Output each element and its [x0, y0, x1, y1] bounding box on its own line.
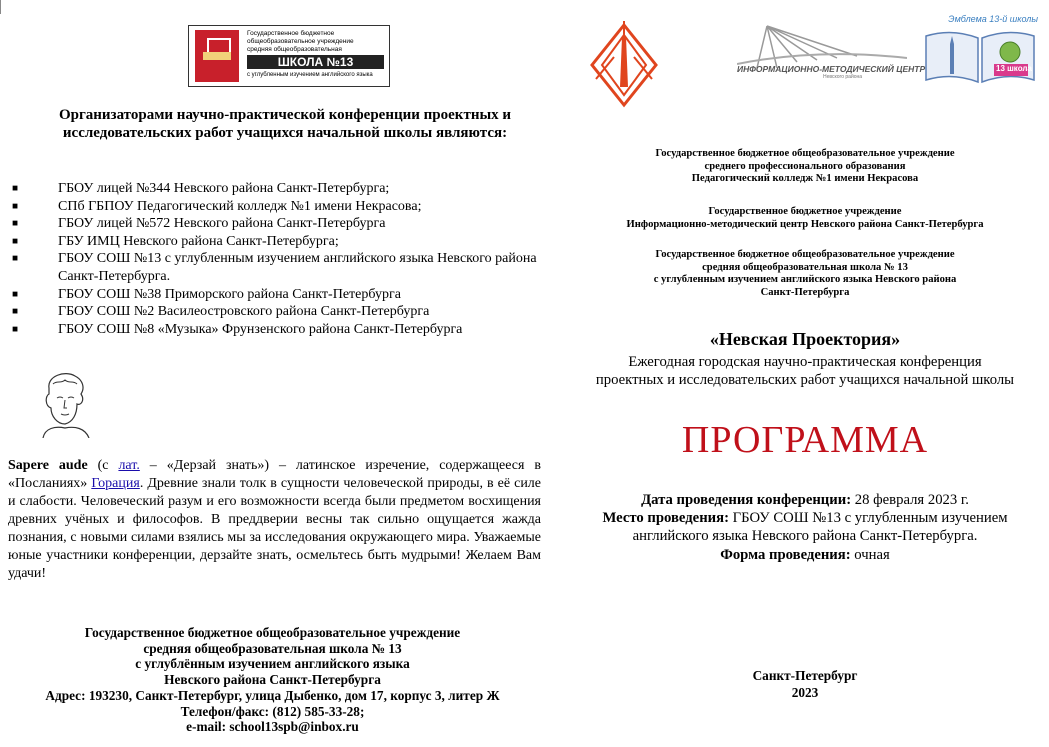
list-item: ■ ГБОУ лицей №344 Невского района Санкт-Петербурга;: [12, 181, 390, 196]
school-crest-icon: [195, 30, 239, 82]
city-year: Санкт-Петербург 2023: [752, 668, 858, 700]
school-emblem: [920, 14, 1040, 84]
list-item: ■ ГБОУ СОШ №2 Василеостровского района Санкт-Петербурга: [12, 304, 430, 320]
list-item: ■ ГБОУ СОШ №38 Приморского района Санкт-Петербурга: [12, 286, 401, 302]
emblem-book-icon: [920, 26, 1040, 86]
pedagogical-college-logo-icon: [584, 17, 664, 112]
imc-logo: [737, 18, 926, 80]
imc-logo-sub: Невского района: [823, 74, 863, 80]
list-item: ■ СПб ГБПОУ Педагогический колледж №1 имени Некрасова;: [12, 198, 422, 214]
page-corner-mark: [0, 0, 2, 14]
organizers-heading: Организаторами научно-практической конференции проектных и исследовательских работ учащихся начальной школы являются:: [58, 107, 512, 141]
school-org-block: Государственное бюджетное общеобразовательное учреждение средняя общеобразовательная школа № 13 с углубленным изучением английского языка Невского района Санкт-Петербурга: [653, 249, 957, 298]
conference-details: [570, 491, 1040, 564]
conference-subtitle: Ежегодная городская научно-практическая конференция проектных и исследовательских работ учащихся начальной школы: [595, 354, 1015, 389]
school-logo-title: ШКОЛА №13: [247, 55, 384, 69]
emblem-caption: Эмблема 13-й школы: [948, 14, 1038, 24]
emblem-badge: 13 школа: [996, 64, 1032, 73]
latin-link[interactable]: лат.: [118, 458, 140, 473]
horace-portrait-icon: [35, 370, 95, 438]
school-contact-footer: Государственное бюджетное общеобразовательное учреждение средняя общеобразовательная школа № 13 с углублённым изучением английского языка Невского района Санкт-Петербурга Адрес: 193230, Санкт-Петербург, улица Дыбенко, дом 17, корпус 3, литер Ж Телефон/факс: (812) 585-33-28; e-mail: school13spb@inbox.ru: [45, 625, 500, 735]
list-item: ■ ГБОУ лицей №572 Невского района Санкт-Петербурга: [12, 216, 386, 232]
date-line: Дата проведения конференции: 28 февраля 2023 г.: [641, 492, 969, 508]
place-line: Место проведения: ГБОУ СОШ №13 с углубленным изучением английского языка Невского района Санкт-Петербурга.: [602, 510, 1008, 545]
imc-org-block: Государственное бюджетное учреждение Информационно-методический центр Невского района Санкт-Петербурга: [626, 206, 984, 230]
sapere-aude-paragraph: Sapere aude (с лат. – «Дерзай знать») – латинское изречение, содержащееся в «Посланиях» Горация. Древние знали толк в сущности человеческой природы, в её силе и слабости. Человеческий разум и его возможности всегда были предметом восхищения древних учёных и философов. В преддверии весны так сильно ощущается жажда познания, с новыми силами взялись мы за исследования окружающего мира. Уважаемые юные участники конференции, дерзайте знать, осмельтесь быть мудрыми! Желаем Вам удачи!: [8, 458, 542, 581]
list-item: ■ ГБОУ СОШ №8 «Музыка» Фрунзенского района Санкт-Петербурга: [12, 321, 463, 337]
college-org-block: Государственное бюджетное общеобразовательное учреждение среднего профессионального образования Педагогический колледж №1 имени Некрасова: [655, 148, 955, 185]
conference-title: «Невская Проектория»: [709, 329, 901, 349]
list-item: ■ ГБОУ СОШ №13 с углубленным изучением английского языка Невского района Санкт-Петербурга.: [12, 251, 537, 284]
school-logo-lines: Государственное бюджетное общеобразовательное учреждение средняя общеобразовательная: [247, 30, 354, 53]
horace-link[interactable]: Горация: [91, 476, 140, 491]
form-line: Форма проведения: очная: [720, 546, 890, 563]
imc-logo-text: ИНФОРМАЦИОННО-МЕТОДИЧЕСКИЙ ЦЕНТР: [737, 64, 926, 74]
school-13-logo: [188, 25, 390, 87]
school-logo-subtitle: с углубленным изучением английского языка: [247, 72, 373, 78]
program-heading: ПРОГРАММА: [681, 419, 929, 461]
list-item: ■ ГБУ ИМЦ Невского района Санкт-Петербурга;: [12, 233, 339, 249]
organizers-list: [12, 180, 552, 338]
